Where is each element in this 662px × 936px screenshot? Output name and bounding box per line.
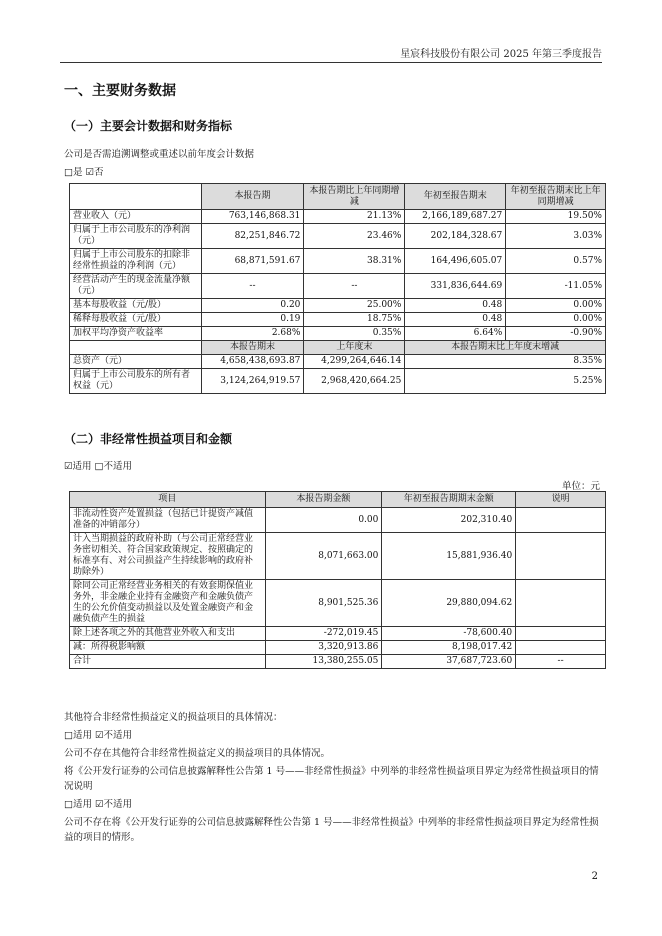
row-label: 减：所得税影响额 xyxy=(70,641,266,655)
note-text: 公司不存在将《公开发行证券的公司信息披露解释性公告第 1 号——非经常性损益》中列举的非经常性损益项目界定为经常性损益的项目的情形。 xyxy=(64,817,599,843)
section-title: 一、主要财务数据 xyxy=(64,83,176,99)
table-cell: -272,019.45 xyxy=(265,627,382,641)
note-text: 其他符合非经常性损益定义的损益项目的具体情况： xyxy=(64,712,283,723)
table-cell: 202,184,328.67 xyxy=(405,224,506,249)
table-cell: 37,687,723.60 xyxy=(382,655,516,669)
row-label: 稀释每股收益（元/股） xyxy=(70,313,202,327)
table-row xyxy=(70,641,606,655)
subsection-title-1: （一）主要会计数据和财务指标 xyxy=(64,119,233,133)
row-label: 合计 xyxy=(70,655,266,669)
note-text: 公司不存在其他符合非经常性损益定义的损益项目的具体情况。 xyxy=(64,748,331,759)
table-row xyxy=(70,369,606,394)
table-cell: 0.00% xyxy=(506,299,606,313)
non-recurring-table xyxy=(69,491,606,669)
table-cell: 164,496,605.07 xyxy=(405,249,506,274)
restate-question: 公司是否需追溯调整或重述以前年度会计数据 xyxy=(64,149,255,160)
row-label: 营业收入（元） xyxy=(70,210,202,224)
table-cell: 763,146,868.31 xyxy=(201,210,304,224)
subsection-title-2: （二）非经常性损益项目和金额 xyxy=(64,432,233,446)
table-cell: -- xyxy=(304,274,405,299)
table-subheader-row xyxy=(70,341,606,355)
row-label: 归属于上市公司股东的扣除非经常性损益的净利润（元） xyxy=(70,249,202,274)
table-cell: 0.48 xyxy=(405,313,506,327)
table-cell: 3.03% xyxy=(506,224,606,249)
table-cell: 2,968,420,664.25 xyxy=(304,369,405,394)
table-cell: 38.31% xyxy=(304,249,405,274)
table-cell: 29,880,094.62 xyxy=(382,580,516,627)
table-header-cell xyxy=(70,184,202,210)
note-applicable: □适用 ☑不适用 xyxy=(64,730,133,741)
row-label: 加权平均净资产收益率 xyxy=(70,327,202,341)
table-cell: 3,320,913.86 xyxy=(265,641,382,655)
table-cell: 331,836,644.69 xyxy=(405,274,506,299)
table-cell: 8,198,017.42 xyxy=(382,641,516,655)
table-cell: 21.13% xyxy=(304,210,405,224)
table-row xyxy=(70,274,606,299)
table-cell: 18.75% xyxy=(304,313,405,327)
table-cell: 0.20 xyxy=(201,299,304,313)
row-label: 经营活动产生的现金流量净额（元） xyxy=(70,274,202,299)
row-label: 归属于上市公司股东的净利润（元） xyxy=(70,224,202,249)
row-label: 总资产（元） xyxy=(70,355,202,369)
table-cell xyxy=(516,641,606,655)
table-cell: -- xyxy=(516,655,606,669)
table-header-cell: 年初至报告期期末金额 xyxy=(382,492,516,508)
table-cell: 0.19 xyxy=(201,313,304,327)
table-row xyxy=(70,508,606,533)
table-cell: 0.35% xyxy=(304,327,405,341)
table-cell: 6.64% xyxy=(405,327,506,341)
unit-label: 单位：元 xyxy=(561,481,600,492)
table-cell: 0.00 xyxy=(265,508,382,533)
table-row xyxy=(70,249,606,274)
table-header-cell: 本报告期金额 xyxy=(265,492,382,508)
table-row xyxy=(70,210,606,224)
row-label: 除同公司正常经营业务相关的有效套期保值业务外，非金融企业持有金融资产和金融负债产生的公允价值变动损益以及处置金融资产和金融负债产生的损益 xyxy=(70,580,266,627)
page-number: 2 xyxy=(591,871,598,882)
table-header-cell: 年初至报告期末 xyxy=(405,184,506,210)
table-cell: 19.50% xyxy=(506,210,606,224)
financial-data-table xyxy=(69,183,606,394)
table-header-cell: 项目 xyxy=(70,492,266,508)
table-cell: 68,871,591.67 xyxy=(201,249,304,274)
table-cell: 4,658,438,693.87 xyxy=(201,355,304,369)
table-header-cell: 说明 xyxy=(516,492,606,508)
table-cell: 13,380,255.05 xyxy=(265,655,382,669)
header-divider xyxy=(60,62,602,63)
page-header: 星宸科技股份有限公司 2025 年第三季度报告 xyxy=(400,49,602,60)
table-header-cell: 年初至报告期末比上年同期增减 xyxy=(506,184,606,210)
table-cell: 202,310.40 xyxy=(382,508,516,533)
table-cell: 82,251,846.72 xyxy=(201,224,304,249)
note-text: 将《公开发行证券的公司信息披露解释性公告第 1 号——非经常性损益》中列举的非经常性损益项目界定为经常性损益项目的情况说明 xyxy=(64,766,599,792)
table-cell: 4,299,264,646.14 xyxy=(304,355,405,369)
table-header-row xyxy=(70,184,606,210)
table-row xyxy=(70,355,606,369)
table-cell: -0.90% xyxy=(506,327,606,341)
table-cell: 3,124,264,919.57 xyxy=(201,369,304,394)
applicable-status: ☑适用 □不适用 xyxy=(64,461,133,472)
table-row xyxy=(70,655,606,669)
table-row xyxy=(70,224,606,249)
table-cell: 2,166,189,687.27 xyxy=(405,210,506,224)
table-cell: -78,600.40 xyxy=(382,627,516,641)
table-header-cell: 本报告期末 xyxy=(201,341,304,355)
table-cell: 8.35% xyxy=(405,355,606,369)
restate-answer: □是 ☑否 xyxy=(64,167,104,178)
table-cell: 0.57% xyxy=(506,249,606,274)
row-label: 基本每股收益（元/股） xyxy=(70,299,202,313)
row-label: 非流动性资产处置损益（包括已计提资产减值准备的冲销部分） xyxy=(70,508,266,533)
table-row xyxy=(70,299,606,313)
table-cell: 15,881,936.40 xyxy=(382,533,516,580)
table-row xyxy=(70,627,606,641)
table-header-cell xyxy=(70,341,202,355)
table-cell: 23.46% xyxy=(304,224,405,249)
table-cell: 5.25% xyxy=(405,369,606,394)
notes-block xyxy=(64,710,604,845)
table-row xyxy=(70,533,606,580)
table-cell: -11.05% xyxy=(506,274,606,299)
table-cell: 2.68% xyxy=(201,327,304,341)
table-cell: 0.48 xyxy=(405,299,506,313)
table-cell xyxy=(516,508,606,533)
row-label: 除上述各项之外的其他营业外收入和支出 xyxy=(70,627,266,641)
table-header-cell: 本报告期比上年同期增减 xyxy=(304,184,405,210)
table-cell: 0.00% xyxy=(506,313,606,327)
table-row xyxy=(70,327,606,341)
note-applicable: □适用 ☑不适用 xyxy=(64,799,133,810)
row-label: 归属于上市公司股东的所有者权益（元） xyxy=(70,369,202,394)
table-row xyxy=(70,580,606,627)
table-cell xyxy=(516,533,606,580)
table-cell xyxy=(516,580,606,627)
table-header-cell: 本报告期 xyxy=(201,184,304,210)
row-label: 计入当期损益的政府补助（与公司正常经营业务密切相关、符合国家政策规定、按照确定的标准享有、对公司损益产生持续影响的政府补助除外） xyxy=(70,533,266,580)
table-cell: -- xyxy=(201,274,304,299)
table-cell: 25.00% xyxy=(304,299,405,313)
table-cell: 8,901,525.36 xyxy=(265,580,382,627)
table-header-row xyxy=(70,492,606,508)
table-row xyxy=(70,313,606,327)
table-header-cell: 本报告期末比上年度末增减 xyxy=(405,341,606,355)
table-cell: 8,071,663.00 xyxy=(265,533,382,580)
table-header-cell: 上年度末 xyxy=(304,341,405,355)
table-cell xyxy=(516,627,606,641)
